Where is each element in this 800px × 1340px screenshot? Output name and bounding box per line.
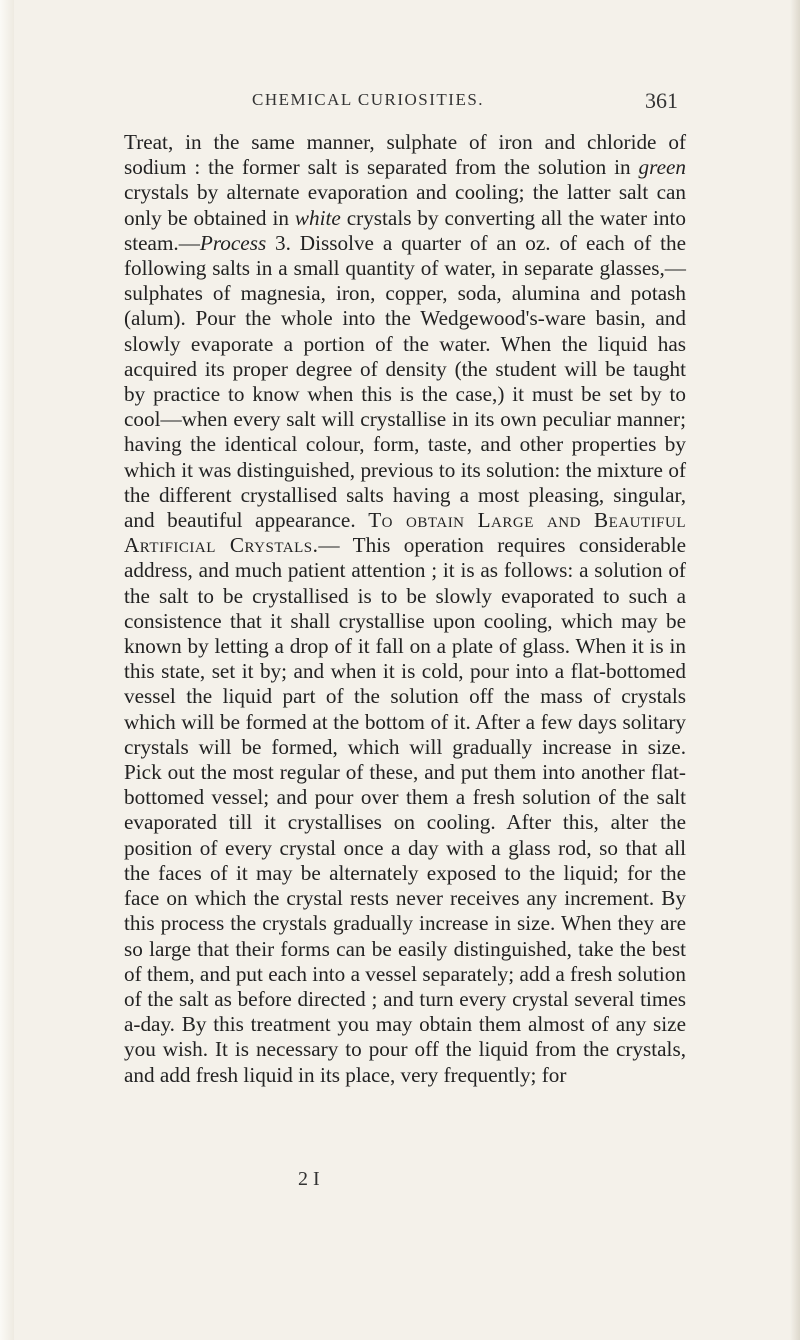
page-edge [0, 0, 14, 1340]
text-segment: crystals by converting all the water into steam.— [124, 205, 686, 255]
page-number: 361 [645, 88, 678, 113]
section-heading: To obtain Large and Beautiful Artificial Crystals. [124, 508, 686, 558]
signature-mark: 2 I [298, 1168, 320, 1190]
running-head-title: CHEMICAL CURIOSITIES. [252, 90, 485, 109]
running-head [124, 90, 686, 120]
text-segment: 3. Dissolve a quarter of an oz. of each of the following salts in a small quantity of water, in separate glasses,—sulphates of magnesia, iron, copper, soda, alumina and potash (alum). Pour the whole into the Wedgewood's-ware basin, and slowly evaporate a portion of the water. When the liquid has acquired its proper degree of density (the student will be taught by practice to know when this is the case,) it must be set by to cool—when every salt will crystallise in its own peculiar manner; having the identical colour, form, taste, and other properties by which it was distinguished, previous to its solution: the mixture of the different crystallised salts having a most pleasing, singular, and beautiful appearance. [124, 230, 686, 533]
italic-word-white: white [294, 205, 341, 230]
italic-word-process: Process [199, 230, 267, 255]
binding-shadow [790, 0, 800, 1340]
text-segment: Treat, in the same manner, sulphate of iron and chloride of sodium : the former salt is separated from the solution in [124, 130, 686, 180]
body-paragraph [124, 130, 686, 1088]
text-segment: — This operation requires considerable address, and much patient attention ; it is as follows: a solution of the salt to be crystallised is to be slowly evaporated to such a consistence that it shall crystallise upon cooling, which may be known by letting a drop of it fall on a plate of glass. When it is in this state, set it by; and when it is cold, pour into a flat-bottomed vessel the liquid part of the solution off the mass of crystals which will be formed at the bottom of it. After a few days solitary crystals will be formed, which will gradually increase in size. Pick out the most regular of these, and put them into another flat-bottomed vessel; and pour over them a fresh solution of the salt evaporated till it crystallises on cooling. After this, alter the position of every crystal once a day with a glass rod, so that all the faces of it may be alternately exposed to the liquid; for the face on which the crystal rests never receives any increment. By this process the crystals gradually increase in size. When they are so large that their forms can be easily distinguished, take the best of them, and put each into a vessel separately; add a fresh solution of the salt as before directed ; and turn every crystal several times a-day. By this treatment you may obtain them almost of any size you wish. It is necessary to pour off the liquid from the crystals, and add fresh liquid in its place, very frequently; for [124, 533, 686, 1087]
book-page [124, 90, 686, 1088]
italic-word-green: green [638, 155, 686, 180]
text-segment: crystals by alternate evaporation and cooling; the latter salt can only be obtained in [124, 180, 686, 230]
